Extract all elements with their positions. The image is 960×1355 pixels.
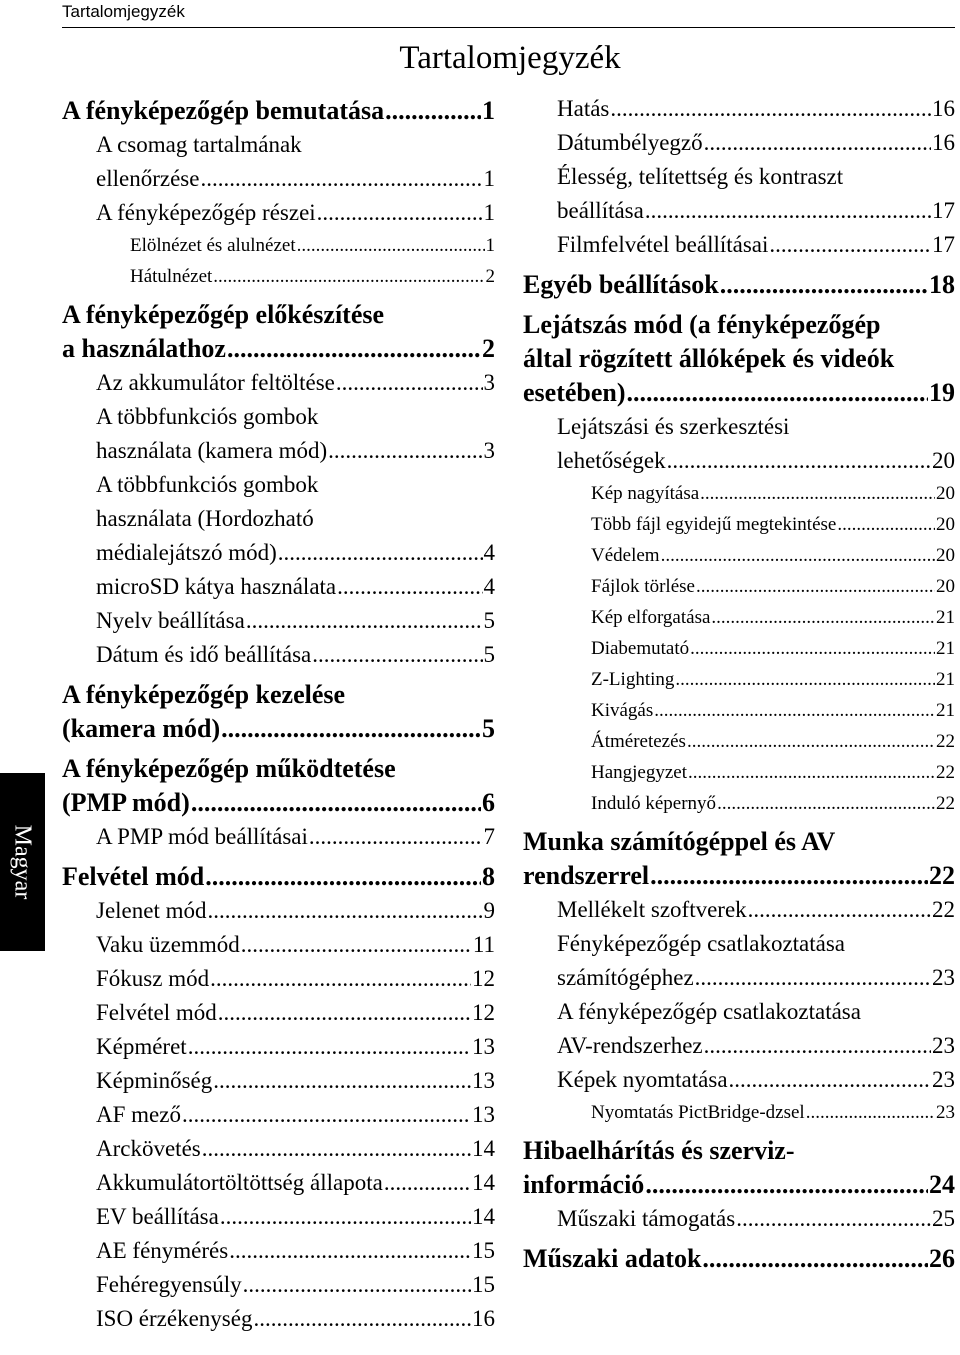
toc-entry[interactable] xyxy=(62,230,495,261)
dot-leader xyxy=(769,228,931,262)
running-head: Tartalomjegyzék xyxy=(62,2,185,21)
dot-leader xyxy=(650,859,928,893)
toc-entry-title: Felvétel mód xyxy=(96,1000,217,1025)
toc-entry[interactable] xyxy=(523,633,955,664)
dot-leader xyxy=(704,126,931,160)
toc-entry-page: 5 xyxy=(483,642,495,667)
toc-entry-title-line: Lejátszás mód (a fényképezőgép xyxy=(523,310,881,339)
toc-entry-page: 16 xyxy=(932,130,955,155)
toc-entry-page: 13 xyxy=(472,1034,495,1059)
toc-entry[interactable] xyxy=(523,410,955,478)
toc-entry-title: Vaku üzemmód xyxy=(96,932,240,957)
language-tab xyxy=(0,773,45,951)
toc-entry-page: 12 xyxy=(472,1000,495,1025)
dot-leader xyxy=(221,712,481,746)
dot-leader xyxy=(837,509,935,540)
toc-entry-title-line: A fényképezőgép előkészítése xyxy=(62,300,385,329)
toc-entry-title: Kivágás xyxy=(591,700,654,721)
dot-leader xyxy=(253,1302,471,1336)
dot-leader xyxy=(661,540,935,571)
toc-entry[interactable] xyxy=(62,928,495,962)
page-title: Tartalomjegyzék xyxy=(399,40,621,76)
toc-entry-title-line: Fényképezőgép csatlakoztatása xyxy=(557,931,846,956)
toc-entry-title: AE fénymérés xyxy=(96,1238,229,1263)
toc-entry[interactable] xyxy=(62,298,495,366)
toc-entry-page: 19 xyxy=(929,378,955,407)
toc-entry[interactable] xyxy=(523,726,955,757)
toc-entry-title: Dátum és idő beállítása xyxy=(96,642,312,667)
toc-entry[interactable] xyxy=(62,1234,495,1268)
toc-entry[interactable] xyxy=(62,261,495,292)
toc-entry-page: 18 xyxy=(929,270,955,299)
toc-entry-title-line: Munka számítógéppel és AV xyxy=(523,827,836,856)
toc-entry-title: Arckövetés xyxy=(96,1136,201,1161)
dot-leader xyxy=(312,638,482,672)
toc-entry[interactable] xyxy=(62,752,495,820)
toc-entry-title: a használathoz xyxy=(62,334,226,363)
toc-entry-title: beállítása xyxy=(557,198,644,223)
toc-entry-page: 14 xyxy=(472,1136,495,1161)
toc-entry-title: AF mező xyxy=(96,1102,181,1127)
toc-entry[interactable] xyxy=(62,1200,495,1234)
toc-entry-title: Az akkumulátor feltöltése xyxy=(96,370,335,395)
toc-entry-page: 26 xyxy=(929,1244,955,1273)
toc-entry-title: Egyéb beállítások xyxy=(523,270,719,299)
toc-entry-page: 23 xyxy=(932,1067,955,1092)
toc-entry[interactable] xyxy=(523,1063,955,1097)
dot-leader xyxy=(720,268,928,302)
dot-leader xyxy=(205,860,481,894)
dot-leader xyxy=(627,376,928,410)
toc-entry-title: Több fájl egyidejű megtekintése xyxy=(591,514,837,535)
toc-entry-page: 23 xyxy=(936,1102,955,1123)
toc-entry-title: rendszerrel xyxy=(523,861,650,890)
dot-leader xyxy=(188,1030,471,1064)
toc-entry-title-line: A többfunkciós gombok xyxy=(96,404,319,429)
toc-entry-page: 13 xyxy=(472,1068,495,1093)
toc-entry[interactable] xyxy=(62,820,495,854)
toc-entry[interactable] xyxy=(62,1166,495,1200)
toc-entry-page: 17 xyxy=(932,198,955,223)
toc-entry-title: Védelem xyxy=(591,545,660,566)
toc-entry-page: 3 xyxy=(483,438,495,463)
language-tab-label: Magyar xyxy=(9,824,36,900)
dot-leader xyxy=(328,434,482,468)
toc-entry-page: 22 xyxy=(936,793,955,814)
toc-entry-page: 20 xyxy=(936,545,955,566)
toc-entry-page: 20 xyxy=(936,483,955,504)
toc-entry-title: (kamera mód) xyxy=(62,714,221,743)
toc-entry-title-line: használata (Hordozható xyxy=(96,506,314,531)
toc-entry[interactable] xyxy=(523,228,955,262)
toc-entry-page: 7 xyxy=(483,824,495,849)
dot-leader xyxy=(687,726,935,757)
dot-leader xyxy=(337,570,482,604)
dot-leader xyxy=(200,162,482,196)
dot-leader xyxy=(227,332,481,366)
toc-entry-title: ISO érzékenység xyxy=(96,1306,253,1331)
dot-leader xyxy=(384,1166,471,1200)
toc-entry-page: 20 xyxy=(932,448,955,473)
toc-entry-page: 1 xyxy=(483,166,495,191)
toc-entry[interactable] xyxy=(62,94,495,128)
dot-leader xyxy=(702,1242,928,1276)
toc-entry-page: 21 xyxy=(936,638,955,659)
dot-leader xyxy=(213,1064,471,1098)
toc-entry-page: 15 xyxy=(472,1238,495,1263)
toc-entry-page: 20 xyxy=(936,576,955,597)
dot-leader xyxy=(229,1234,471,1268)
toc-entry[interactable] xyxy=(523,308,955,410)
toc-entry-title: Kép elforgatása xyxy=(591,607,711,628)
dot-leader xyxy=(208,894,483,928)
toc-entry-page: 14 xyxy=(472,1204,495,1229)
dot-leader xyxy=(246,604,483,638)
dot-leader xyxy=(654,695,935,726)
toc-entry[interactable] xyxy=(523,1202,955,1236)
toc-entry-title: Fájlok törlése xyxy=(591,576,695,597)
toc-entry-title: Fehéregyensúly xyxy=(96,1272,242,1297)
dot-leader xyxy=(278,536,483,570)
toc-entry[interactable] xyxy=(62,196,495,230)
toc-entry-title: A fényképezőgép bemutatása xyxy=(62,96,385,125)
dot-leader xyxy=(610,92,931,126)
toc-entry-page: 5 xyxy=(483,608,495,633)
toc-entry-page: 17 xyxy=(932,232,955,257)
toc-entry[interactable] xyxy=(62,678,495,746)
toc-entry-title: Képméret xyxy=(96,1034,187,1059)
toc-entry-title-line: által rögzített állóképek és videók xyxy=(523,344,895,373)
dot-leader xyxy=(736,1202,931,1236)
dot-leader xyxy=(704,1029,931,1063)
dot-leader xyxy=(645,194,931,228)
dot-leader xyxy=(717,788,935,819)
toc-entry-title: Elölnézet és alulnézet xyxy=(130,235,296,256)
toc-entry-title: Jelenet mód xyxy=(96,898,207,923)
toc-entry-page: 1 xyxy=(483,200,495,225)
toc-entry-page: 16 xyxy=(932,96,955,121)
toc-entry-title: ellenőrzése xyxy=(96,166,200,191)
toc-entry-title-line: Élesség, telítettség és kontraszt xyxy=(557,164,844,189)
toc-entry-title: AV-rendszerhez xyxy=(557,1033,703,1058)
toc-entry-page: 12 xyxy=(472,966,495,991)
toc-entry[interactable] xyxy=(62,638,495,672)
dot-leader xyxy=(690,633,935,664)
toc-entry-page: 11 xyxy=(472,932,495,957)
toc-entry-title: lehetőségek xyxy=(557,448,666,473)
toc-entry[interactable] xyxy=(62,1268,495,1302)
toc-entry-title: Műszaki adatok xyxy=(523,1244,702,1273)
dot-leader xyxy=(667,444,931,478)
toc-entry[interactable] xyxy=(523,1134,955,1202)
toc-right-column xyxy=(523,92,955,1276)
dot-leader xyxy=(695,961,931,995)
toc-entry-title: médialejátszó mód) xyxy=(96,540,277,565)
toc-entry-page: 3 xyxy=(483,370,495,395)
dot-leader xyxy=(243,1268,471,1302)
toc-entry-page: 9 xyxy=(483,898,495,923)
toc-entry-page: 5 xyxy=(482,714,495,743)
dot-leader xyxy=(191,786,481,820)
toc-entry[interactable] xyxy=(523,995,955,1063)
toc-entry[interactable] xyxy=(62,1302,495,1336)
dot-leader xyxy=(218,996,471,1030)
toc-entry-title: A fényképezőgép részei xyxy=(96,200,316,225)
toc-entry-title-line: A fényképezőgép csatlakoztatása xyxy=(557,999,861,1024)
toc-entry-page: 8 xyxy=(482,862,495,891)
toc-entry[interactable] xyxy=(62,604,495,638)
toc-entry-page: 20 xyxy=(936,514,955,535)
dot-leader xyxy=(806,1097,935,1128)
toc-entry[interactable] xyxy=(62,570,495,604)
toc-entry-title: microSD kátya használata xyxy=(96,574,337,599)
toc-entry-title: Fókusz mód xyxy=(96,966,210,991)
toc-entry-title: Nyomtatás PictBridge-dzsel xyxy=(591,1102,805,1123)
toc-entry[interactable] xyxy=(62,400,495,468)
toc-entry-page: 6 xyxy=(482,788,495,817)
toc-entry-title: Filmfelvétel beállításai xyxy=(557,232,769,257)
toc-entry-title: Képminőség xyxy=(96,1068,213,1093)
dot-leader xyxy=(317,196,483,230)
toc-entry[interactable] xyxy=(62,996,495,1030)
toc-entry[interactable] xyxy=(523,478,955,509)
toc-entry[interactable] xyxy=(523,540,955,571)
dot-leader xyxy=(309,820,483,854)
toc-entry-title: Hatás xyxy=(557,96,610,121)
dot-leader xyxy=(696,571,935,602)
dot-leader xyxy=(213,261,484,292)
toc-entry[interactable] xyxy=(523,92,955,126)
toc-entry[interactable] xyxy=(523,757,955,788)
toc-entry[interactable] xyxy=(62,962,495,996)
dot-leader xyxy=(297,230,485,261)
toc-entry-page: 21 xyxy=(936,607,955,628)
toc-entry[interactable] xyxy=(62,1064,495,1098)
header-rule xyxy=(62,27,955,28)
toc-entry-page: 21 xyxy=(936,669,955,690)
toc-entry-title: Képek nyomtatása xyxy=(557,1067,728,1092)
toc-entry-title: számítógéphez xyxy=(557,965,694,990)
toc-entry-title-line: Hibaelhárítás és szerviz- xyxy=(523,1136,795,1165)
dot-leader xyxy=(688,757,935,788)
toc-entry-title-line: A csomag tartalmának xyxy=(96,132,302,157)
toc-left-column xyxy=(62,94,495,1336)
dot-leader xyxy=(210,962,471,996)
toc-entry-title: EV beállítása xyxy=(96,1204,219,1229)
dot-leader xyxy=(182,1098,471,1132)
dot-leader xyxy=(645,1168,928,1202)
toc-entry-title: Z-Lighting xyxy=(591,669,675,690)
dot-leader xyxy=(202,1132,471,1166)
toc-entry-page: 13 xyxy=(472,1102,495,1127)
toc-entry-title: Induló képernyő xyxy=(591,793,717,814)
toc-entry-title: információ xyxy=(523,1170,645,1199)
toc-entry[interactable] xyxy=(523,571,955,602)
toc-entry[interactable] xyxy=(62,128,495,196)
toc-entry[interactable] xyxy=(523,788,955,819)
toc-entry[interactable] xyxy=(62,860,495,894)
toc-entry-title-line: Lejátszási és szerkesztési xyxy=(557,414,790,439)
toc-entry-title: Akkumulátortöltöttség állapota xyxy=(96,1170,383,1195)
toc-entry-title: Hátulnézet xyxy=(130,266,213,287)
toc-entry-title: Dátumbélyegző xyxy=(557,130,703,155)
toc-entry-title: A PMP mód beállításai xyxy=(96,824,308,849)
dot-leader xyxy=(241,928,472,962)
toc-entry[interactable] xyxy=(523,126,955,160)
toc-entry-title-line: A fényképezőgép működtetése xyxy=(62,754,396,783)
toc-entry[interactable] xyxy=(523,268,955,302)
dot-leader xyxy=(711,602,935,633)
toc-entry-page: 4 xyxy=(483,540,495,565)
toc-entry-title: Diabemutató xyxy=(591,638,690,659)
toc-entry-page: 23 xyxy=(932,965,955,990)
toc-entry-title: Átméretezés xyxy=(591,731,686,752)
toc-entry-page: 1 xyxy=(485,235,495,256)
toc-entry-page: 22 xyxy=(932,897,955,922)
toc-entry-title: használata (kamera mód) xyxy=(96,438,328,463)
toc-entry-title: (PMP mód) xyxy=(62,788,190,817)
dot-leader xyxy=(336,366,483,400)
dot-leader xyxy=(700,478,935,509)
toc-entry[interactable] xyxy=(62,366,495,400)
toc-entry-title: Műszaki támogatás xyxy=(557,1206,736,1231)
toc-entry-page: 16 xyxy=(472,1306,495,1331)
toc-entry-title: Kép nagyítása xyxy=(591,483,700,504)
toc-entry[interactable] xyxy=(523,1242,955,1276)
toc-entry[interactable] xyxy=(62,1132,495,1166)
toc-entry-title: Nyelv beállítása xyxy=(96,608,245,633)
toc-entry[interactable] xyxy=(523,664,955,695)
toc-entry[interactable] xyxy=(523,927,955,995)
toc-entry-page: 2 xyxy=(485,266,495,287)
toc-entry-title: esetében) xyxy=(523,378,626,407)
toc-entry-page: 4 xyxy=(483,574,495,599)
toc-entry[interactable] xyxy=(523,695,955,726)
toc-entry-page: 15 xyxy=(472,1272,495,1297)
toc-entry[interactable] xyxy=(523,1097,955,1128)
toc-entry[interactable] xyxy=(523,825,955,893)
toc-entry[interactable] xyxy=(62,1098,495,1132)
toc-entry[interactable] xyxy=(523,893,955,927)
dot-leader xyxy=(729,1063,931,1097)
toc-entry[interactable] xyxy=(62,468,495,570)
toc-entry-page: 23 xyxy=(932,1033,955,1058)
toc-entry-title: Felvétel mód xyxy=(62,862,205,891)
dot-leader xyxy=(220,1200,471,1234)
toc-entry[interactable] xyxy=(523,160,955,228)
toc-entry-title: Hangjegyzet xyxy=(591,762,688,783)
toc-entry[interactable] xyxy=(523,602,955,633)
toc-entry[interactable] xyxy=(62,894,495,928)
toc-entry-title-line: A többfunkciós gombok xyxy=(96,472,319,497)
toc-entry-title-line: A fényképezőgép kezelése xyxy=(62,680,346,709)
toc-entry-page: 25 xyxy=(932,1206,955,1231)
toc-entry-page: 1 xyxy=(482,96,495,125)
toc-entry-page: 21 xyxy=(936,700,955,721)
toc-entry[interactable] xyxy=(523,509,955,540)
toc-entry-title: Mellékelt szoftverek xyxy=(557,897,747,922)
toc-entry[interactable] xyxy=(62,1030,495,1064)
dot-leader xyxy=(748,893,931,927)
dot-leader xyxy=(385,94,481,128)
toc-entry-page: 2 xyxy=(482,334,495,363)
dot-leader xyxy=(675,664,935,695)
toc-entry-page: 24 xyxy=(929,1170,955,1199)
toc-entry-page: 14 xyxy=(472,1170,495,1195)
toc-entry-page: 22 xyxy=(936,731,955,752)
toc-entry-page: 22 xyxy=(936,762,955,783)
toc-entry-page: 22 xyxy=(929,861,955,890)
